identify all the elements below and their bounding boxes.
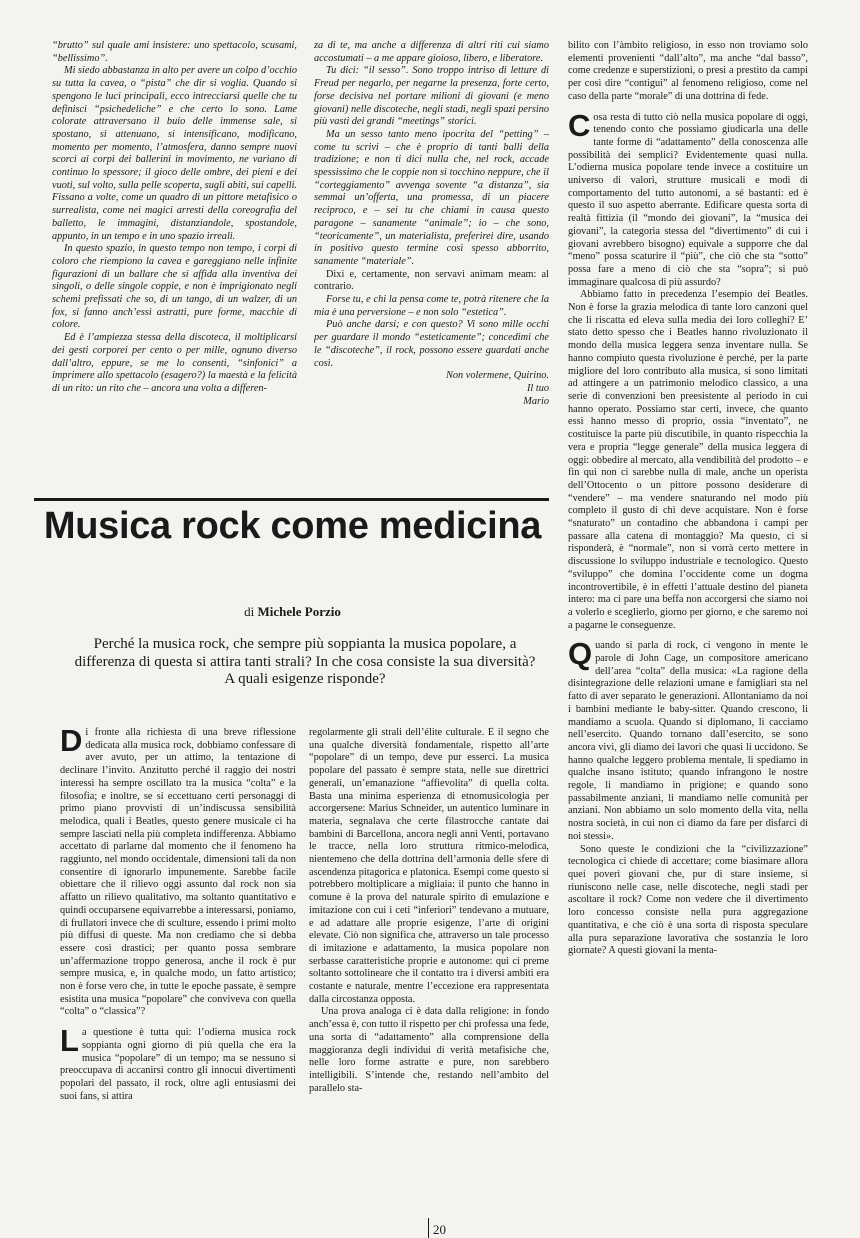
author-name: Michele Porzio bbox=[257, 604, 341, 619]
paragraph: Di fronte alla richiesta di una breve riflessione dedicata alla musica rock, dobbiamo confessare di aver avuto, per un attimo, la tentazione di declinare l’invito. Anzitutto perché il raggio dei nostri interessi ha sempre oscillato tra la musica “colta” e la filosofia; e inoltre, se si eccettuano certi personaggi di primo piano provvisti di un’indiscussa sensibilità melodica, quali i Beatles, questo genere musicale ci ha sempre lasciati nella più completa indifferenza. Abbiamo accettato di parlarne dal momento che il fenomeno ha raggiunto, nel mondo occidentale, dimensioni tali da non consentire di ignorarlo impunemente. Sarebbe facile obiettare che il rilievo oggi assunto dal rock non sia affatto un rilievo qualitativo, ma soltanto quantitativo e quindi occuparsene equivarrebbe a interessarsi, poniamo, di frullatori invece che di sculture, essendo i primi molto più diffusi di queste. Ma non crediamo che si debba essere così drastici; per quanto possa sembrare un’affermazione troppo generosa, anche il rock è pur sempre musica, e, in qualche modo, un fatto artistico; non è forse vero che, in tutte le epoche passate, è sempre esistita una musica “popolare” che conviveva con quella “colta” o “classica”? bbox=[60, 727, 296, 1018]
paragraph: Dixi e, certamente, non servavi animam meam: al contrario. bbox=[314, 268, 549, 293]
article-title: Musica rock come medicina bbox=[43, 505, 542, 547]
paragraph: Cosa resta di tutto ciò nella musica popolare di oggi, tenendo conto che possiamo giudicarla una delle tante forme di “adattamento” della conoscenza alle possibilità dei semplici? Evidentemente quasi nulla. L’odierna musica popolare tende invece a costituire un universo di valori, strutture musicali e modi di comportamento del tutto autonomi, a sé bastanti: ed è questo il suo aspetto aberrante. Edificare questa sorta di realtà fittizia (il “mondo dei giovani”, la “musica dei giovani”, la categoria stessa del “divertimento” di cui i giovani avrebbero bisogno) equivale a supporre che dal “meno” possa scaturire il “più”, che ciò che sta “sotto” possa fare a meno di ciò che sta “sopra”; si può immaginare qualcosa di più assurdo? bbox=[568, 107, 808, 288]
article-divider-rule bbox=[34, 498, 549, 501]
top-middle-column bbox=[314, 40, 549, 492]
paragraph: Tu dici: “il sesso”. Sono troppo intriso di letture di Freud per negarlo, per negarne la presenza, forte certo, forse decisiva nel portare milioni di giovani (e meno giovani) nelle discoteche, negli stadi, negli spazi persino più vasti dei grandi “meetings” storici. bbox=[314, 65, 549, 128]
drop-cap: Q bbox=[568, 636, 593, 672]
paragraph: Abbiamo fatto in precedenza l’esempio dei Beatles. Non è forse la grazia melodica di tante loro canzoni quel che li riscatta ed eleva sulla media dei loro colleghi? E’ stato detto spesso che i Beatles hanno rivoluzionato il mondo della musica leggera senza inventare nulla. Se hanno compiuto questa rivoluzione è perché, per la parte migliore del loro contributo alla musica, si sono limitati ad attingere a un patrimonio melodico classico, a una serie di convenzioni ben preesistente al periodo in cui hanno operato. Possiamo star certi, invece, che quanto essi hanno messo di proprio, ossia “inventato”, ne costituisce la parte più discutibile, in quanto rispecchia la vera e propria “legge generale” della musica leggera di oggi: obbedire al mercato, alla vendibilità del prodotto – e fin qui non ci sarebbe nulla di male, anche un operista dell’Ottocento o un pittore possono desiderare di “vendere” – ma vendere snaturando nel modo più completo il gusto di chi deve acquistare. Non è forse “snaturato” un contadino che abbandona i campi per passare alla catena di montaggio? Ma questo, ci si risponderà, è “normale”, non si vorrà certo mettere in discussione lo sviluppo industriale e tecnologico. Questo “sviluppo” che domina l’occidente come un dogma incontrovertibile, è in effetti l’attuale destino del pianeta intero: ma ci pare una beffa non accorgersi che siamo noi a volerlo e sceglierlo, giorno per giorno, e che saremo noi a pagarne le conseguenze. bbox=[568, 289, 808, 631]
right-column bbox=[568, 40, 808, 1210]
article-deck: Perché la musica rock, che sempre più soppianta la musica popolare, a differenza di questa si attira tanti strali? In che cosa consiste la sua diversità? A quali esigenze risponde? bbox=[74, 636, 536, 687]
top-left-column bbox=[52, 40, 297, 492]
paragraph: Forse tu, e chi la pensa come te, potrà ritenere che la mia è una perversione – e non solo “estetica”. bbox=[314, 294, 549, 318]
page-number: 20 bbox=[433, 1222, 446, 1237]
paragraph: In questo spazio, in questo tempo non tempo, i corpi di coloro che riempiono la cavea e gareggiano nelle infinite figurazioni di un ballare che si affida alla inventiva dei singoli, o delle singole coppie, e non è imprigionato negli schemi prefissati che so, di un tango, di un walzer, di un fox, si fanno anch’essi astratti, pure forme, macchie di colore. bbox=[52, 243, 297, 331]
paragraph: La questione è tutta qui: l’odierna musica rock soppianta ogni giorno di più quella che era la musica “popolare” di un tempo; ma se nessuno si preoccupava di accanirsi contro gli innocui divertimenti popolari del passato, il rock, oltre agli entusiasmi dei suoi fans, si attira bbox=[60, 1023, 296, 1102]
signature-name: Mario bbox=[523, 395, 549, 407]
paragraph: Ma un sesso tanto meno ipocrita del “petting” – come tu scrivi – che è proprio di tanti balli della tradizione; e non ti dici nulla che, nel rock, accade spessissimo che le coppie non si tocchino neppure, che il “corteggiamento” avvenga sovente “a distanza”, sia semmai un’offerta, una promessa, di un piacere reciproco, e – sei tu che chiami in causa questo paragone – sanamente “animale”; io – che sono, “teoricamente”, un materialista, preferirei dire, usando in positivo questo termine così spesso abborrito, sanamente “materiale”. bbox=[314, 128, 549, 267]
paragraph: “brutto” sul quale ami insistere: uno spettacolo, scusami, “bellissimo”. bbox=[52, 40, 297, 64]
signature-closing: Il tuo bbox=[526, 382, 549, 394]
bottom-left-column bbox=[60, 727, 296, 1212]
byline bbox=[40, 604, 545, 620]
paragraph: regolarmente gli strali dell’élite culturale. È il segno che una qualche diversità fondamentale, rispetto all’arte “popolare” di un tempo, deve pur esserci. La musica popolare del passato è sempre stata, nelle sue direttrici generali, un’emanazione “affievolita” di quella colta. Basta una minima esperienza di etnomusicologia per accorgersene: Marius Schneider, un autentico luminare in materia, segnalava che certe filastrocche cantate dai bambini di Barcellona, ancora negli anni Venti, portavano le tracce, nella loro struttura ritmico-melodica, nientemeno che della dottrina dell’armonia delle sfere di ascendenza pitagorica e platonica. Esempi come questo si potrebbero moltiplicare a migliaia: il punto che hanno in comune è la prova del naturale spirito di emulazione e imitazione con cui i ceti “inferiori” tendevano a mutuare, e ad adattare alle proprie esigenze, l’arte di origini elevate. Ciò non significa che, attraverso un tale processo di imitazione e adattamento, la musica popolare non serbasse caratteristiche proprie e autonome: qui ci preme soltanto sottolineare che il contatto tra i diversi ambiti era costante e naturale, mentre l’eccezione era rappresentata dalla circostanza opposta. bbox=[309, 727, 549, 1005]
paragraph: Mi siedo abbastanza in alto per avere un colpo d’occhio su tutta la cavea, o “pista” che dir si voglia. Quando si spengono le luci principali, ecco intrecciarsi quelle che tu definisci “psichedeliche” e che certo lo sono. Lame colorate attraversano il buio delle immense sale, si spostano, si attenuano, si intensificano, modificano, momento per momento, l’atmosfera, danno sempre nuovi scorci ai corpi dei ballerini in movimento, ne variano di continuo lo spessore; il gioco delle ombre, dei pieni e dei vuoti, sul volto, sulla pelle scoperta, sugli abiti, sui capelli. Fissano a volte, come un quadro di un pittore metafisico o surrealista, come nei magici arresti della coreografia del balletto, le immagini, distanziandole, spostandole, appunto, in un tempo e in uno spazio irreali. bbox=[52, 65, 297, 242]
paragraph: za di te, ma anche a differenza di altri riti cui siamo accostumati – a me appare gioioso, libero, e liberatore. bbox=[314, 40, 549, 64]
paragraph: Sono queste le condizioni che la “civilizzazione” tecnologica ci chiede di accettare; come biasimare allora quei poveri giovani che, pur di stare insieme, si riuniscono nelle case, nelle discoteche, negli stadi per ascoltare il rock? Come non vedere che il divertimento loro concesso consiste nella pura aggregazione quantitativa, e che ciò è una sorta di risposta speculare alla pura separazione lavorativa che sostanzia le loro giornate? A questi giovani la menta- bbox=[568, 843, 808, 957]
paragraph: Una prova analoga ci è data dalla religione: in fondo anch’essa è, con tutto il rispetto per chi professa una fede, una sorta di “adattamento” alla comprensione della maggioranza degli individui di verità metafisiche che, nelle loro forme astratte e pure, non sarebbero intelligibili. S’intende che, restando nell’ambito del parallelo sta- bbox=[309, 1006, 549, 1094]
drop-cap: C bbox=[568, 107, 591, 143]
paragraph: Ed è l’ampiezza stessa della discoteca, il moltiplicarsi dei gesti corporei per cento o per mille, ognuno diverso dall’altro, eppure, se me lo consenti, “sinfonici” a imprimere allo spettacolo (esagero?) la maestà e la felicità di un rito: un rito che – ancora una volta a differen- bbox=[52, 332, 297, 394]
paragraph: Può anche darsi; e con questo? Vi sono mille occhi per guardare il mondo “esteticamente”; concedimi che le “discoteche”, il rock, possono essere guardati anche così. bbox=[314, 319, 549, 369]
byline-prefix: di bbox=[244, 604, 255, 619]
page-number-rule bbox=[428, 1218, 429, 1238]
signature-greeting: Non volermene, Quirino. bbox=[446, 370, 549, 382]
bottom-middle-column bbox=[309, 727, 549, 1212]
drop-cap: D bbox=[60, 727, 83, 758]
paragraph: Quando si parla di rock, ci vengono in mente le parole di John Cage, un compositore americano dell’area “colta” della musica: «La ragione della disintegrazione delle relazioni umane e famigliari sta nel fatto di aver separato le generazioni. Allontaniamo da noi i bambini mediante le baby-sitter. Quando crescono, li mandiamo a scuola. Quando si diplomano, li cacciamo nell’esercito. Quando tornano dall’esercito, se sono ancora vivi, gli diamo dei lavori che quasi li uccidono. Se hanno qualche leggero problema mentale, li spediamo in qualche insano istituto; quando infrangono le nostre regole, li mandiamo in prigione; e quando sono passabilmente anziani, li mandiamo nelle comunità per anziani. Non abbiamo un solo momento della vita, nella nostra società, in cui non ci diamo da fare per disfarci di noi stessi». bbox=[568, 636, 808, 842]
paragraph: bilito con l’àmbito religioso, in esso non troviamo solo elementi provenienti “dall’alto”, ma anche “dal basso”, come credenze e superstizioni, o presi a prestito da campi per così dire “contigui” al fenomeno religioso, come nel caso della parte “morale” di una dottrina di fede. bbox=[568, 40, 808, 102]
drop-cap: L bbox=[60, 1023, 79, 1059]
